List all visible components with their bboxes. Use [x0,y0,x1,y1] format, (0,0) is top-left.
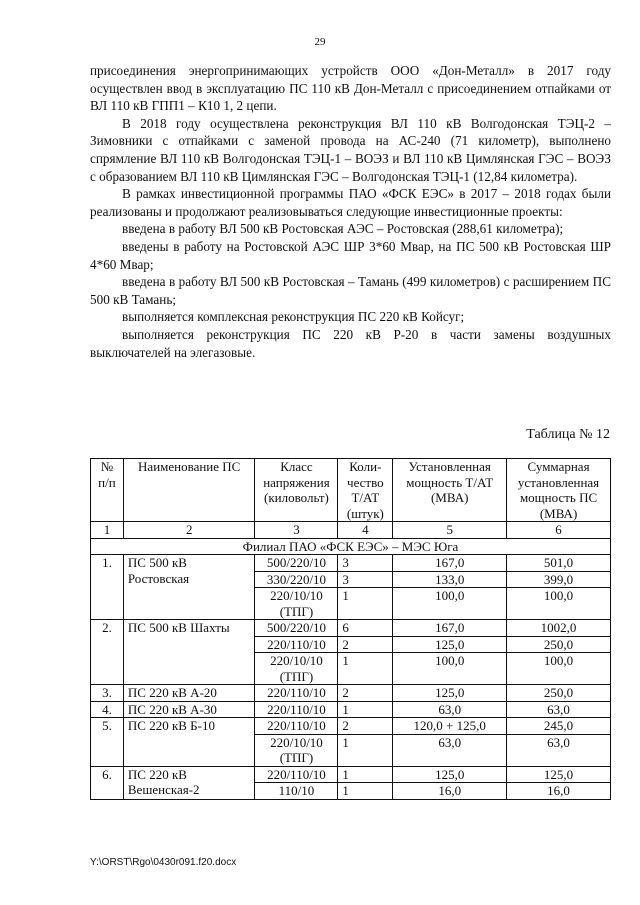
table-row [91,701,611,718]
header-name: Наименование ПС [123,459,255,522]
substation-name: ПС 500 кВ Шахты [123,620,255,685]
count-cell: 3 [338,555,393,572]
paragraph: В 2018 году осуществлена реконструкция ВЛ 110 кВ Волгодонская ТЭЦ-2 – Зимовники с отпайками с заменой провода на АС-240 (71 километр), выполнено спрямление ВЛ 110 кВ Волгодонская ТЭЦ-1 – ВОЭЗ и ВЛ 110 кВ Цимлянская ГЭС – ВОЭЗ с образованием ВЛ 110 кВ Цимлянская ГЭС – Волгодонская ТЭЦ-1 (12,84 километра). [90,115,611,184]
voltage-cell: 220/10/10 (ТПГ) [255,653,338,685]
voltage-cell: 220/110/10 [255,685,338,702]
section-row [91,538,611,555]
voltage-cell: 220/10/10 (ТПГ) [255,734,338,766]
row-number: 1. [91,555,124,620]
count-cell: 2 [338,636,393,653]
header-num: № п/п [91,459,124,522]
row-number: 6. [91,766,124,799]
substation-name: ПС 220 кВ А-30 [123,701,255,718]
total-cell: 501,0 [507,555,611,572]
total-cell: 63,0 [507,734,611,766]
voltage-cell: 110/10 [255,783,338,800]
table-caption: Таблица № 12 [526,427,610,442]
substation-name: ПС 220 кВ Б-10 [123,718,255,767]
column-number: 3 [255,522,338,539]
section-title: Филиал ПАО «ФСК ЕЭС» – МЭС Юга [91,538,611,555]
header-power: Установленная мощность Т/АТ (МВА) [393,459,507,522]
column-number: 5 [393,522,507,539]
paragraph: выполняется реконструкция ПС 220 кВ Р-20 в части замены воздушных выключателей на элегазовые. [90,326,611,360]
substation-name: ПС 220 кВ Вешенская-2 [123,766,255,799]
power-cell: 125,0 [393,766,507,783]
column-number: 2 [123,522,255,539]
voltage-cell: 220/110/10 [255,766,338,783]
power-cell: 125,0 [393,636,507,653]
table-row [91,766,611,783]
voltage-cell: 220/10/10 (ТПГ) [255,588,338,620]
table-row [91,718,611,735]
voltage-cell: 330/220/10 [255,571,338,588]
total-cell: 245,0 [507,718,611,735]
paragraph: введена в работу ВЛ 500 кВ Ростовская – Тамань (499 километров) с расширением ПС 500 кВ Тамань; [90,274,611,307]
row-number: 5. [91,718,124,767]
count-cell: 3 [338,571,393,588]
table-row [91,620,611,637]
count-cell: 1 [338,588,393,620]
count-cell: 1 [338,701,393,718]
row-number: 4. [91,701,124,718]
column-number: 6 [507,522,611,539]
paragraph: присоединения энергопринимающих устройств ООО «Дон-Металл» в 2017 году осуществлен ввод в эксплуатацию ПС 110 кВ Дон-Металл с присоединением отпайками от ВЛ 110 кВ ГПП1 – К10 1, 2 цепи. [90,63,611,114]
voltage-cell: 220/110/10 [255,718,338,735]
substation-name: ПС 500 кВ Ростовская [123,555,255,620]
table-header-row [91,459,611,522]
column-number: 1 [91,522,124,539]
power-cell: 167,0 [393,620,507,637]
count-cell: 1 [338,734,393,766]
column-number-row [91,522,611,539]
power-cell: 167,0 [393,555,507,572]
power-cell: 63,0 [393,734,507,766]
total-cell: 16,0 [507,783,611,800]
power-cell: 100,0 [393,653,507,685]
substations-table [90,458,611,800]
total-cell: 399,0 [507,571,611,588]
count-cell: 1 [338,653,393,685]
header-total: Суммарная установленная мощность ПС (МВА) [507,459,611,522]
footer-file-path: Y:\ORST\Rgo\0430r091.f20.docx [90,857,237,868]
total-cell: 250,0 [507,685,611,702]
power-cell: 133,0 [393,571,507,588]
power-cell: 120,0 + 125,0 [393,718,507,735]
total-cell: 1002,0 [507,620,611,637]
total-cell: 100,0 [507,588,611,620]
row-number: 2. [91,620,124,685]
paragraph: выполняется комплексная реконструкция ПС 220 кВ Койсуг; [122,309,465,325]
count-cell: 2 [338,718,393,735]
total-cell: 125,0 [507,766,611,783]
header-voltage: Класс напряжения (киловольт) [255,459,338,522]
row-number: 3. [91,685,124,702]
count-cell: 6 [338,620,393,637]
power-cell: 63,0 [393,701,507,718]
voltage-cell: 500/220/10 [255,620,338,637]
paragraph: В рамках инвестиционной программы ПАО «ФСК ЕЭС» в 2017 – 2018 годах были реализованы и продолжают реализовываться следующие инвестиционные проекты: [90,186,611,219]
voltage-cell: 220/110/10 [255,701,338,718]
total-cell: 100,0 [507,653,611,685]
total-cell: 250,0 [507,636,611,653]
power-cell: 100,0 [393,588,507,620]
voltage-cell: 500/220/10 [255,555,338,572]
count-cell: 1 [338,783,393,800]
power-cell: 125,0 [393,685,507,702]
paragraph: введены в работу на Ростовской АЭС ШР 3*60 Мвар, на ПС 500 кВ Ростовская ШР 4*60 Мвар; [90,238,611,272]
table-row [91,555,611,572]
count-cell: 1 [338,766,393,783]
count-cell: 2 [338,685,393,702]
body-text [90,62,611,361]
header-count: Коли-чество Т/АТ (штук) [338,459,393,522]
table-row [91,685,611,702]
voltage-cell: 220/110/10 [255,636,338,653]
column-number: 4 [338,522,393,539]
paragraph: введена в работу ВЛ 500 кВ Ростовская АЭС – Ростовская (288,61 километра); [122,221,564,237]
page-number: 29 [314,36,326,48]
power-cell: 16,0 [393,783,507,800]
total-cell: 63,0 [507,701,611,718]
substation-name: ПС 220 кВ А-20 [123,685,255,702]
